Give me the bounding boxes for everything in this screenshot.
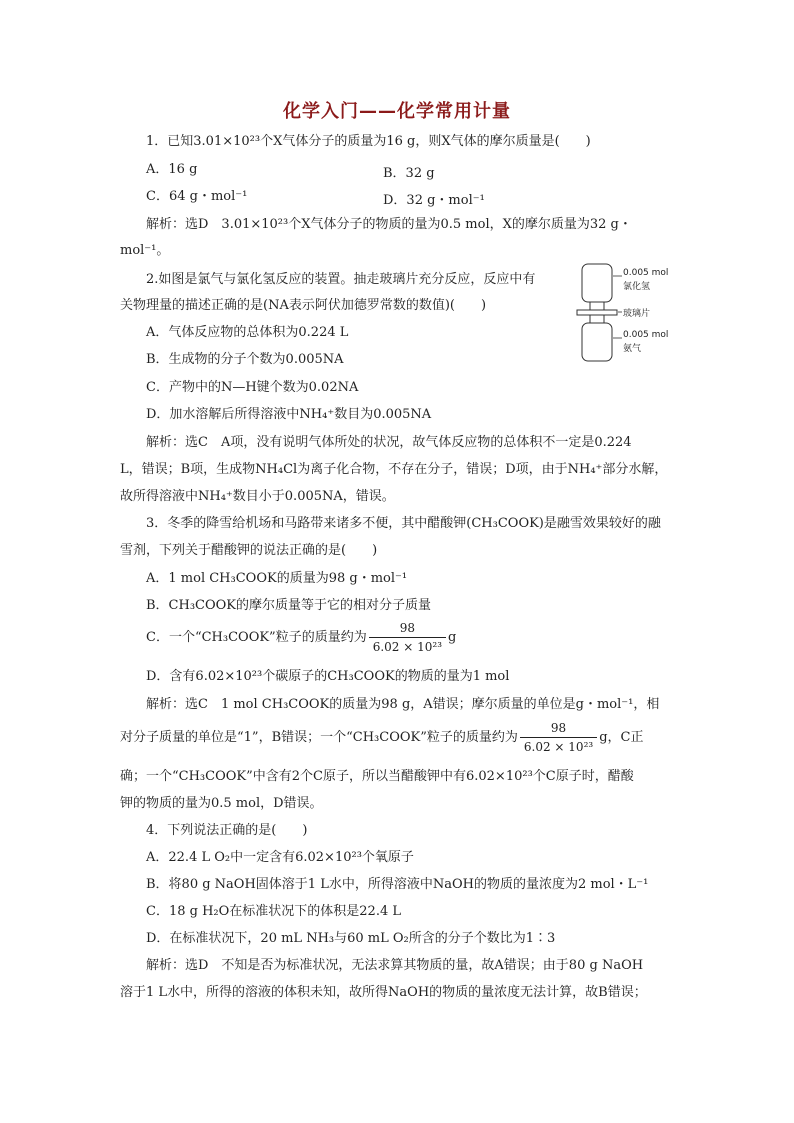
fraction-numerator: 98 (399, 621, 415, 635)
q3-option-c (146, 620, 456, 655)
q2-stem-line2: 关物理量的描述正确的是(NA表示阿伏加德罗常数的数值)( ) (120, 298, 487, 313)
q3-option-b: B．CH₃COOK的摩尔质量等于它的相对分子质量 (146, 598, 432, 613)
q3-answer-line2-tail: g，C正 (599, 730, 644, 745)
q1-option-a: A．16 g (146, 162, 198, 177)
q4-option-c: C．18 g H₂O在标准状况下的体积是22.4 L (146, 904, 401, 919)
q2-option-d: D．加水溶解后所得溶液中NH₄⁺数目为0.005NA (146, 407, 432, 422)
q4-option-a: A．22.4 L O₂中一定含有6.02×10²³个氧原子 (146, 850, 414, 865)
q2-answer-line3: 故所得溶液中NH₄⁺数目小于0.005NA，错误。 (120, 489, 395, 504)
q4-answer-line1: 解析：选D 不知是否为标准状况，无法求算其物质的量，故A错误；由于80 g NaOH (146, 958, 644, 973)
q3-answer-line3: 确；一个“CH₃COOK”中含有2个C原子，所以当醋酸钾中有6.02×10²³个C原子时，醋酸 (120, 769, 634, 784)
q4-stem: 4．下列说法正确的是( ) (146, 823, 308, 838)
gas-reaction-apparatus-diagram (575, 262, 685, 367)
q4-option-b: B．将80 g NaOH固体溶于1 L水中，所得溶液中NaOH的物质的量浓度为2 mol・L⁻¹ (146, 877, 649, 892)
q1-option-d: D．32 g・mol⁻¹ (383, 193, 485, 208)
q3-answer-line2-text: 对分子质量的单位是“1”，B错误；一个“CH₃COOK”粒子的质量约为 (120, 730, 518, 745)
q3-option-c-fraction (369, 620, 446, 655)
q3-stem-line1: 3．冬季的降雪给机场和马路带来诸多不便，其中醋酸钾(CH₃COOK)是融雪效果较好的融 (146, 516, 661, 531)
q3-answer-line1: 解析：选C 1 mol CH₃COOK的质量为98 g，A错误；摩尔质量的单位是g・mol⁻¹，相 (146, 697, 660, 712)
hcl-gas-label: 氯化氢 (623, 282, 651, 292)
q2-stem-line1: 2.如图是氯气与氯化氢反应的装置。抽走玻璃片充分反应，反应中有 (146, 272, 536, 287)
page-title: 化学入门——化学常用计量 (283, 101, 511, 122)
q2-answer-line2: L，错误；B项，生成物NH₄Cl为离子化合物，不存在分子，错误；D项，由于NH₄⁺部分水解， (120, 462, 668, 477)
q3-option-c-unit: g (448, 630, 457, 645)
q1-stem: 1．已知3.01×10²³个X气体分子的质量为16 g，则X气体的摩尔质量是( ) (146, 134, 591, 149)
q3-answer-line4: 钾的物质的量为0.5 mol，D错误。 (120, 796, 323, 811)
q3-answer-fraction (520, 720, 597, 755)
q1-option-c: C．64 g・mol⁻¹ (146, 189, 248, 204)
q2-option-c: C．产物中的N—H键个数为0.02NA (146, 380, 359, 395)
q3-option-c-text: C．一个“CH₃COOK”粒子的质量约为 (146, 630, 367, 645)
q4-answer-line2: 溶于1 L水中，所得的溶液的体积未知，故所得NaOH的物质的量浓度无法计算，故B错误； (120, 985, 647, 1000)
q3-option-a: A．1 mol CH₃COOK的质量为98 g・mol⁻¹ (146, 571, 408, 586)
fraction-numerator: 98 (550, 721, 567, 735)
ammonia-gas-label: 氨气 (623, 344, 642, 354)
fraction-denominator: 6.02 × 10²³ (520, 737, 597, 755)
q3-option-d: D．含有6.02×10²³个碳原子的CH₃COOK的物质的量为1 mol (146, 669, 510, 684)
q1-answer-line2: mol⁻¹。 (120, 243, 170, 258)
fraction-denominator: 6.02 × 10²³ (369, 637, 446, 655)
glass-plate-label: 玻璃片 (623, 309, 651, 319)
q1-answer-line1: 解析：选D 3.01×10²³个X气体分子的物质的量为0.5 mol，X的摩尔质量为32 g・ (146, 217, 632, 232)
q4-option-d: D．在标准状况下，20 mL NH₃与60 mL O₂所含的分子个数比为1∶3 (146, 931, 556, 946)
q3-answer-line2 (120, 720, 643, 755)
q2-option-b: B．生成物的分子个数为0.005NA (146, 352, 344, 367)
q3-stem-line2: 雪剂，下列关于醋酸钾的说法正确的是( ) (120, 543, 378, 558)
q1-option-b: B．32 g (383, 166, 435, 181)
q2-answer-line1: 解析：选C A项，没有说明气体所处的状况，故气体反应物的总体积不一定是0.224 (146, 435, 632, 450)
q2-option-a: A．气体反应物的总体积为0.224 L (146, 325, 349, 340)
ammonia-amount-label: 0.005 mol (623, 330, 669, 340)
hcl-amount-label: 0.005 mol (623, 268, 669, 278)
